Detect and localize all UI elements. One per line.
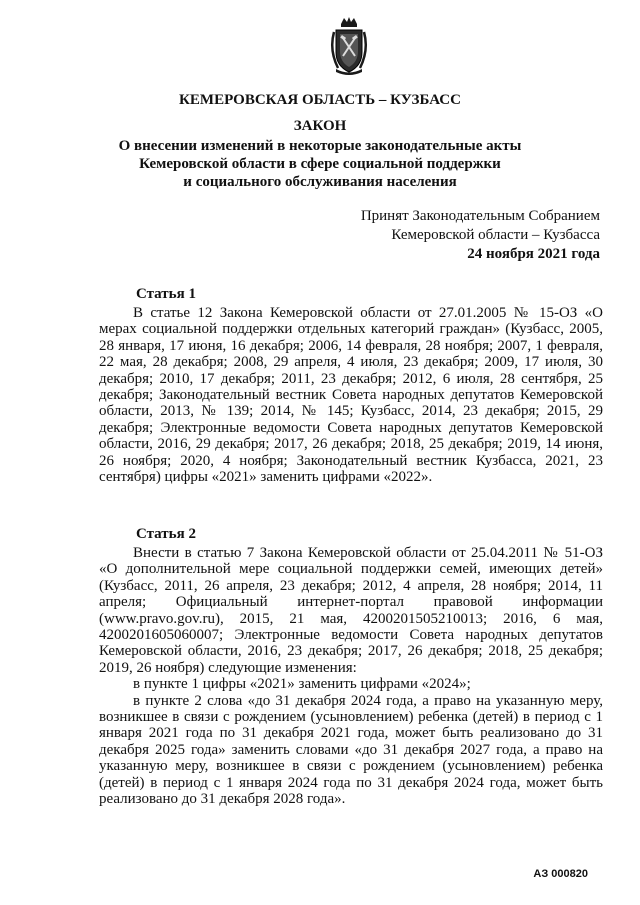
- law-title-line-2: Кемеровской области в сфере социальной поддержки: [139, 156, 501, 172]
- document-type: ЗАКОН: [293, 118, 347, 134]
- article-1-title: Статья 1: [136, 286, 196, 302]
- article-2-item-1: в пункте 1 цифры «2021» заменить цифрами «2024»;: [133, 676, 471, 693]
- coat-of-arms-icon: [328, 16, 370, 76]
- adoption-date: 24 ноября 2021 года: [467, 246, 600, 262]
- article-2-title: Статья 2: [136, 526, 196, 542]
- article-2-item-2: в пункте 2 слова «до 31 декабря 2024 года, а право на указанную меру, возникшее в связи с рождением (усыновлением) ребенка (детей) в период с 1 января 2021 года по 31 декабря 2021 года, может быть реализовано до 31 декабря 2025 года» заменить словами «до 31 декабря 2027 года, а право на указанную меру, возникшее в связи с рождением (усыновлением) ребенка (детей) в период с 1 января 2024 года по 31 декабря 2024 года, может быть реализовано до 31 декабря 2028 года».: [99, 692, 603, 808]
- region-title: КЕМЕРОВСКАЯ ОБЛАСТЬ – КУЗБАСС: [179, 92, 461, 108]
- article-2-intro: Внести в статью 7 Закона Кемеровской области от 25.04.2011 № 51-ОЗ «О дополнительной мере социальной поддержки семей, имеющих детей» (Кузбасс, 2011, 26 апреля, 23 декабря; 2012, 4 апреля, 28 ноября; 2014, 11 апреля; Официальный интернет-портал правовой информации (www.pravo.gov.ru), 2015, 21 мая, 4200201505210013; 2016, 6 мая, 4200201605060007; Электронные ведомости Совета народных депутатов Кемеровской области, 2016, 23 декабря; 2017, 26 декабря; 2018, 25 декабря; 2019, 26 ноября) следующие изменения:: [99, 545, 603, 676]
- serial-number: АЗ 000820: [533, 868, 588, 880]
- article-1-text: В статье 12 Закона Кемеровской области от 27.01.2005 № 15-ОЗ «О мерах социальной поддержки отдельных категорий граждан» (Кузбасс, 2005, 28 января, 17 июня, 16 декабря; 2006, 14 февраля, 28 ноября; 2007, 1 февраля, 22 мая, 28 декабря; 2008, 29 апреля, 4 июля, 23 декабря; 2009, 17 июля, 30 декабря; 2010, 17 декабря; 2011, 23 декабря; 2012, 6 июля, 28 сентября, 25 декабря; Законодательный вестник Совета народных депутатов Кемеровской области, 2013, № 139; 2014, № 145; Кузбасс, 2014, 23 декабря; 2015, 29 декабря; Электронные ведомости Совета народных депутатов Кемеровской области, 2016, 29 декабря; 2017, 26 декабря; 2018, 25 декабря; 2019, 14 июня, 26 ноября; 2020, 4 ноября; Законодательный вестник Кузбасса, 2021, 23 сентября) цифры «2021» заменить цифрами «2022».: [99, 305, 603, 486]
- adoption-line-1: Принят Законодательным Собранием: [360, 208, 600, 224]
- law-title-line-3: и социального обслуживания населения: [183, 174, 457, 190]
- adoption-line-2: Кемеровской области – Кузбасса: [391, 227, 600, 243]
- article-1-body: [99, 305, 603, 485]
- law-title-line-1: О внесении изменений в некоторые законодательные акты: [118, 138, 522, 154]
- adoption-block: [361, 207, 600, 264]
- article-2-body: [99, 545, 603, 808]
